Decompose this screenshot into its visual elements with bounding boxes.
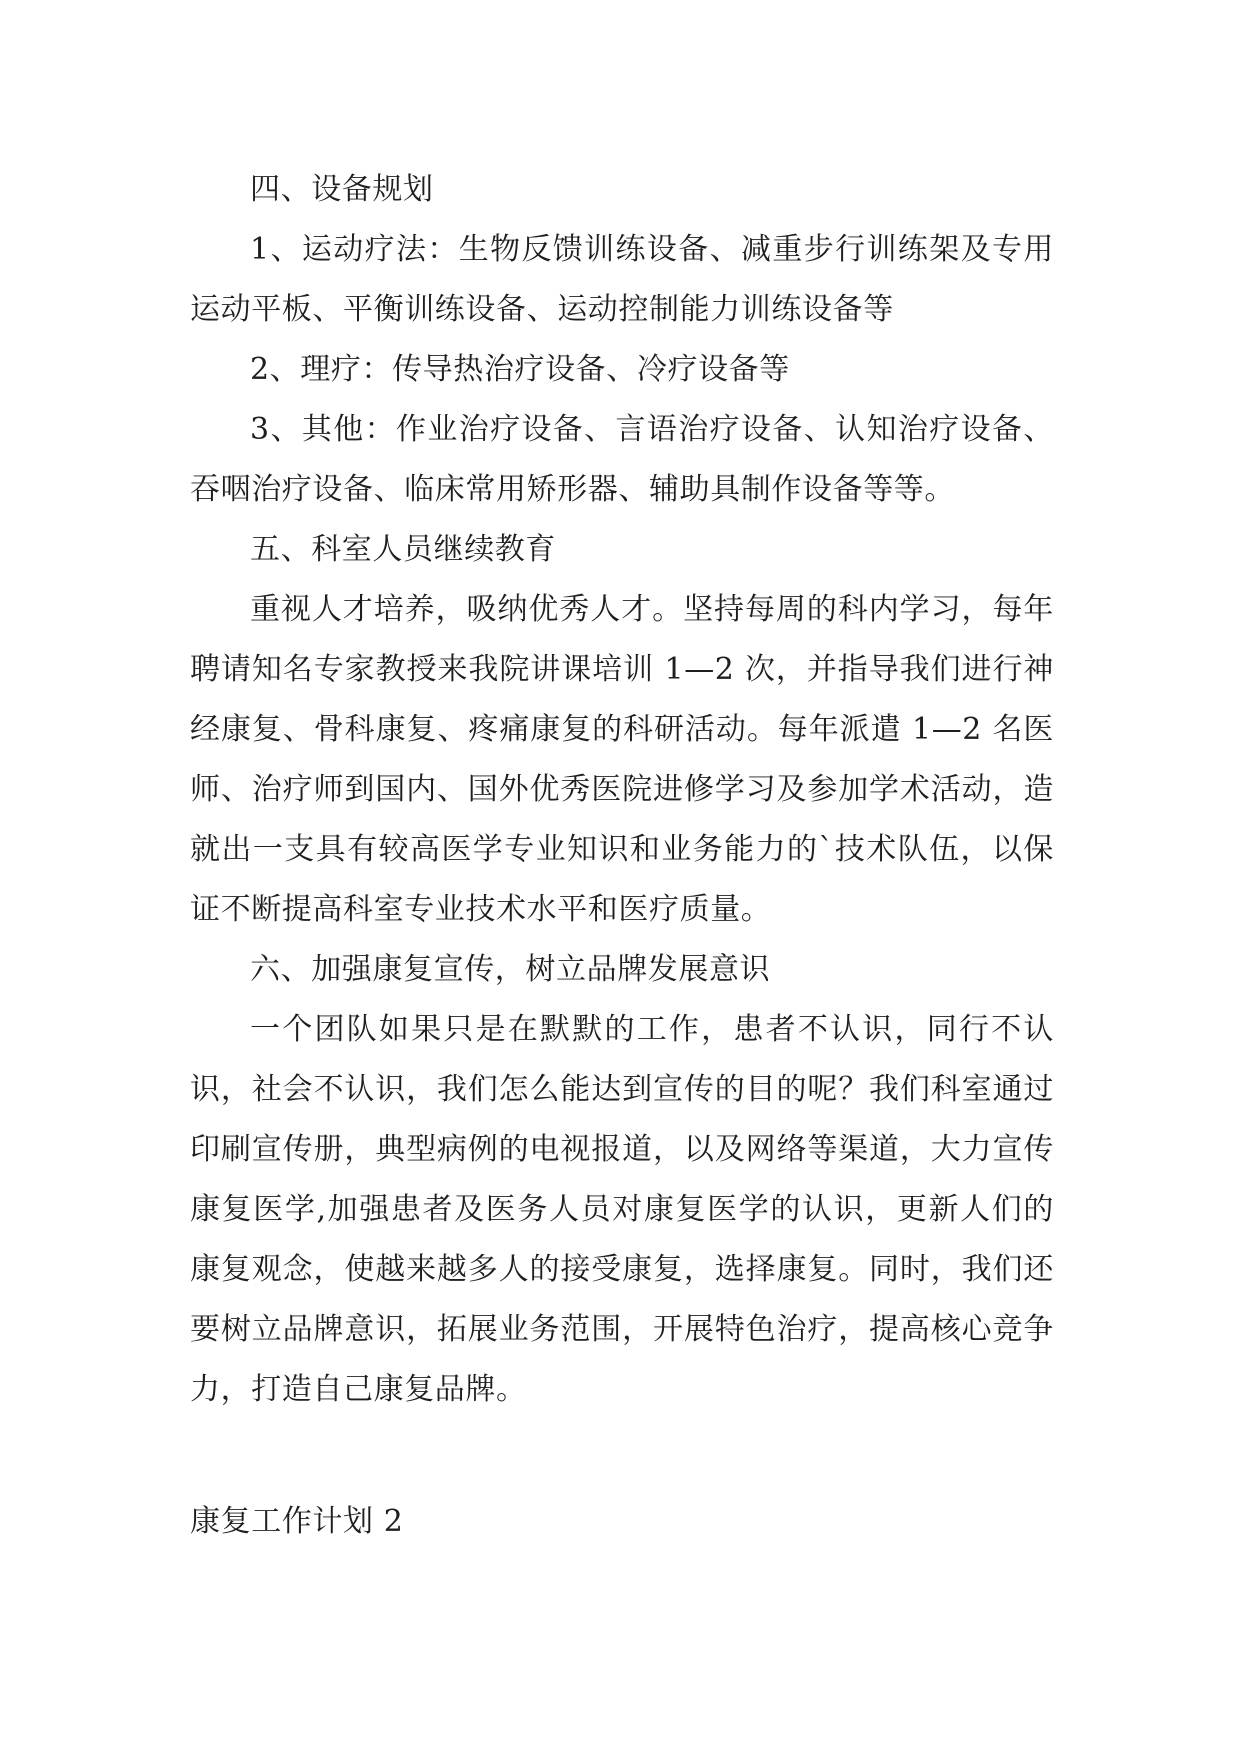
paragraph-promotion-details: 一个团队如果只是在默默的工作，患者不认识，同行不认识，社会不认识，我们怎么能达到宣传的目的呢？我们科室通过印刷宣传册，典型病例的电视报道，以及网络等渠道，大力宣传康复医学,加强患者及医务人员对康复医学的认识，更新人们的康复观念，使越来越多人的接受康复，选择康复。同时，我们还要树立品牌意识，拓展业务范围，开展特色治疗，提高核心竞争力，打造自己康复品牌。: [190, 1012, 1054, 1407]
heading-continuing-education: 五、科室人员继续教育: [250, 532, 556, 567]
next-section-title: 康复工作计划 2: [190, 1504, 404, 1539]
paragraph-physiotherapy: 2、理疗：传导热治疗设备、冷疗设备等: [250, 352, 790, 387]
paragraph-other-equipment: 3、其他：作业治疗设备、言语治疗设备、认知治疗设备、吞咽治疗设备、临床常用矫形器、辅助具制作设备等等。: [190, 412, 1054, 507]
heading-equipment-planning: 四、设备规划: [250, 172, 434, 207]
heading-rehab-promotion: 六、加强康复宣传，树立品牌发展意识: [250, 952, 771, 987]
document-body: [190, 160, 1054, 1420]
paragraph-talent-training: 重视人才培养，吸纳优秀人才。坚持每周的科内学习，每年聘请知名专家教授来我院讲课培训 1—2 次，并指导我们进行神经康复、骨科康复、疼痛康复的科研活动。每年派遣 1—2 名医师、治疗师到国内、国外优秀医院进修学习及参加学术活动，造就出一支具有较高医学专业知识和业务能力的`技术队伍，以保证不断提高科室专业技术水平和医疗质量。: [190, 592, 1054, 927]
paragraph-exercise-therapy: 1、运动疗法：生物反馈训练设备、减重步行训练架及专用运动平板、平衡训练设备、运动控制能力训练设备等: [190, 232, 1054, 327]
